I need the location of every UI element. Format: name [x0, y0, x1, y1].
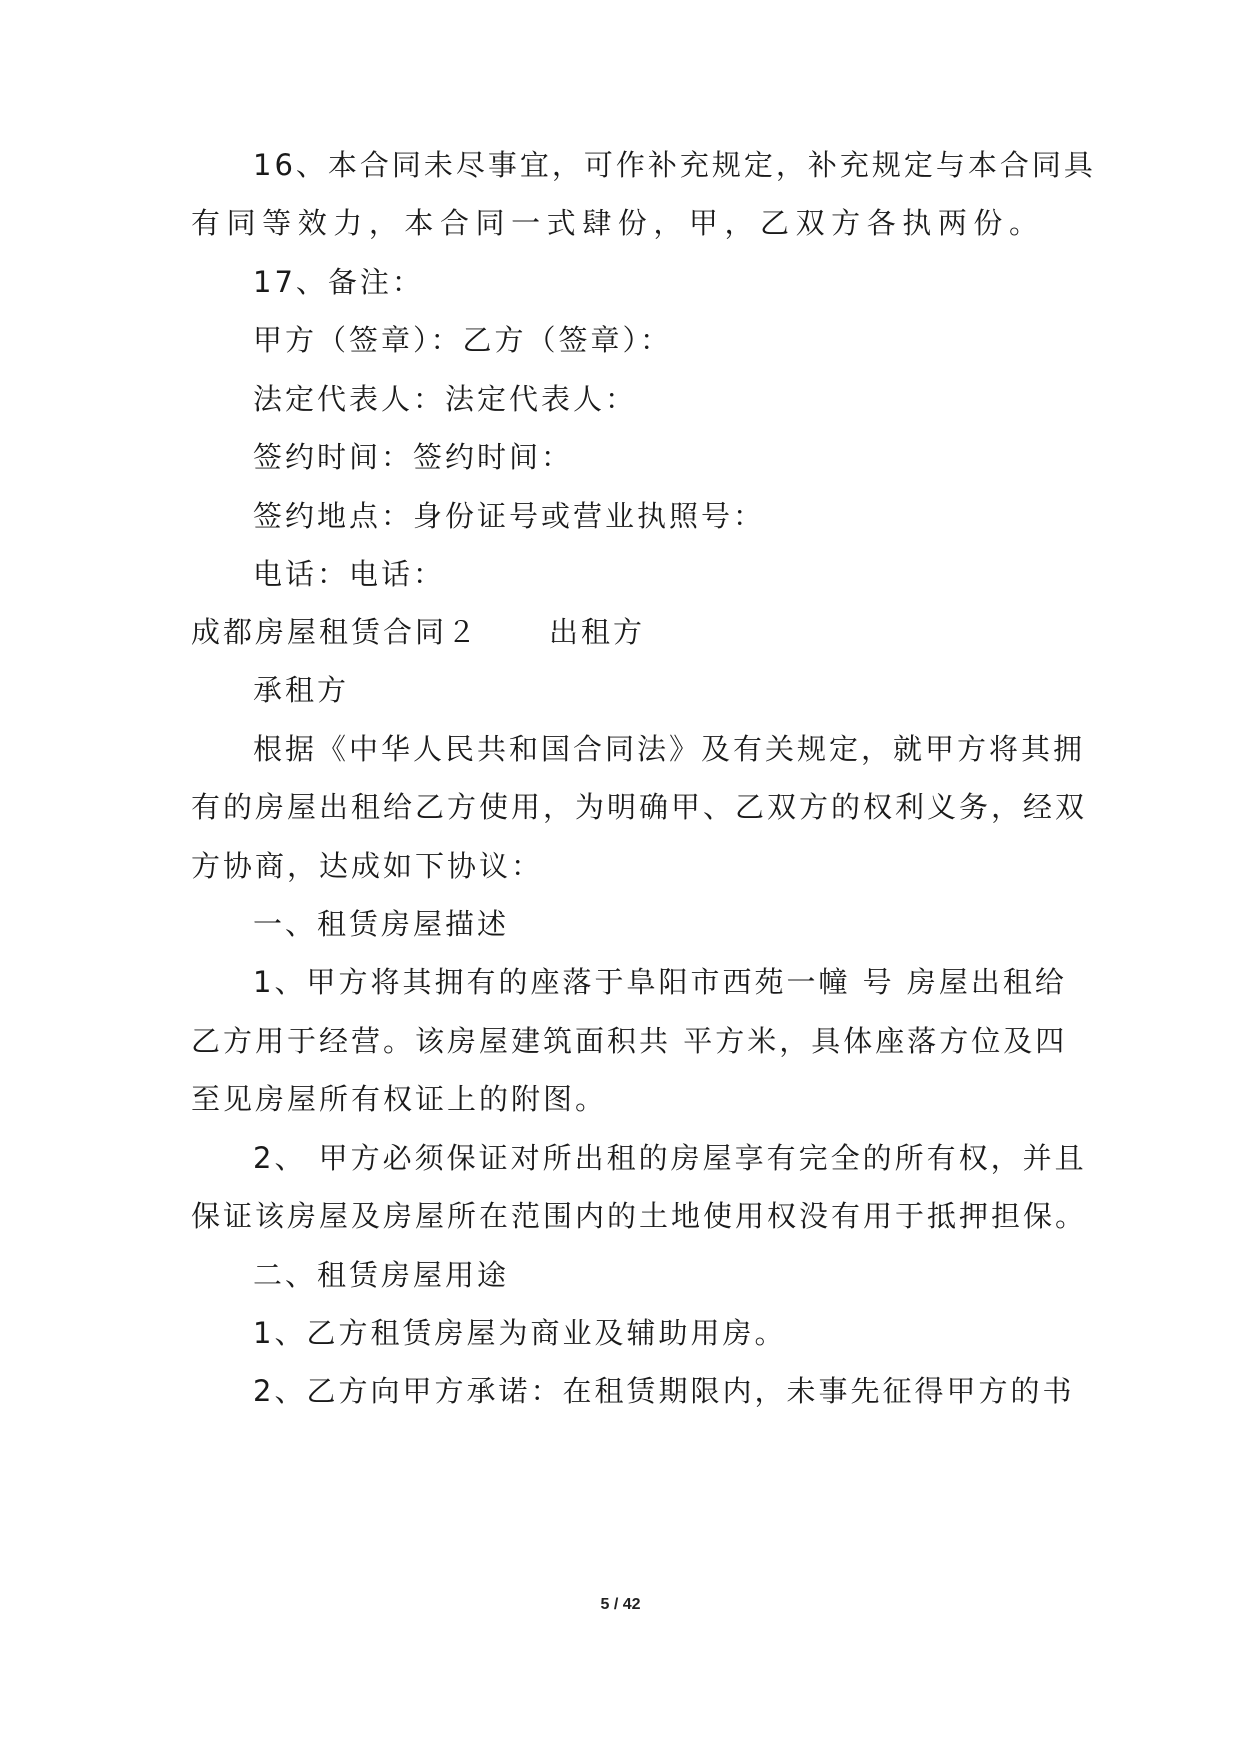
paragraph-line: 法定代表人：法定代表人：: [253, 382, 638, 416]
paragraph-line: 2、 甲方必须保证对所出租的房屋享有完全的所有权，并且: [253, 1141, 1087, 1175]
paragraph-line: 1、甲方将其拥有的座落于阜阳市西苑一幢 号 房屋出租给: [253, 965, 1067, 999]
page-number: 5 / 42: [600, 1596, 641, 1613]
paragraph-line: 有同等效力，本合同一式肆份，甲，乙双方各执两份。: [191, 206, 1041, 240]
section-title: 成都房屋租赁合同２: [191, 615, 480, 649]
paragraph-line: 1、乙方租赁房屋为商业及辅助用房。: [253, 1316, 787, 1350]
paragraph-line: 一、租赁房屋描述: [253, 907, 510, 941]
paragraph-line: 承租方: [253, 673, 350, 707]
paragraph-line: 甲方（签章）：乙方（签章）：: [253, 323, 673, 357]
paragraph-line: 至见房屋所有权证上的附图。: [191, 1082, 608, 1116]
paragraph-line: 根据《中华人民共和国合同法》及有关规定，就甲方将其拥: [253, 732, 1086, 766]
paragraph-line: 签约时间：签约时间：: [253, 440, 574, 474]
paragraph-line: 乙方用于经营。该房屋建筑面积共 平方米，具体座落方位及四: [191, 1024, 1068, 1058]
paragraph-line: 签约地点：身份证号或营业执照号：: [253, 499, 766, 533]
paragraph-line: 17、备注：: [253, 265, 424, 299]
paragraph-line: 有的房屋出租给乙方使用，为明确甲、乙双方的权利义务，经双: [191, 790, 1088, 824]
paragraph-line: 方协商，达成如下协议：: [191, 849, 544, 883]
paragraph-line: 保证该房屋及房屋所在范围内的土地使用权没有用于抵押担保。: [191, 1199, 1088, 1233]
paragraph-line: 16、本合同未尽事宜，可作补充规定，补充规定与本合同具: [253, 148, 1096, 182]
section-title-line: [191, 614, 645, 650]
lessor-label: 出租方: [549, 615, 646, 649]
paragraph-line: 二、租赁房屋用途: [253, 1258, 510, 1292]
paragraph-line: 2、乙方向甲方承诺：在租赁期限内，未事先征得甲方的书: [253, 1374, 1075, 1408]
paragraph-line: 电话：电话：: [253, 557, 446, 591]
